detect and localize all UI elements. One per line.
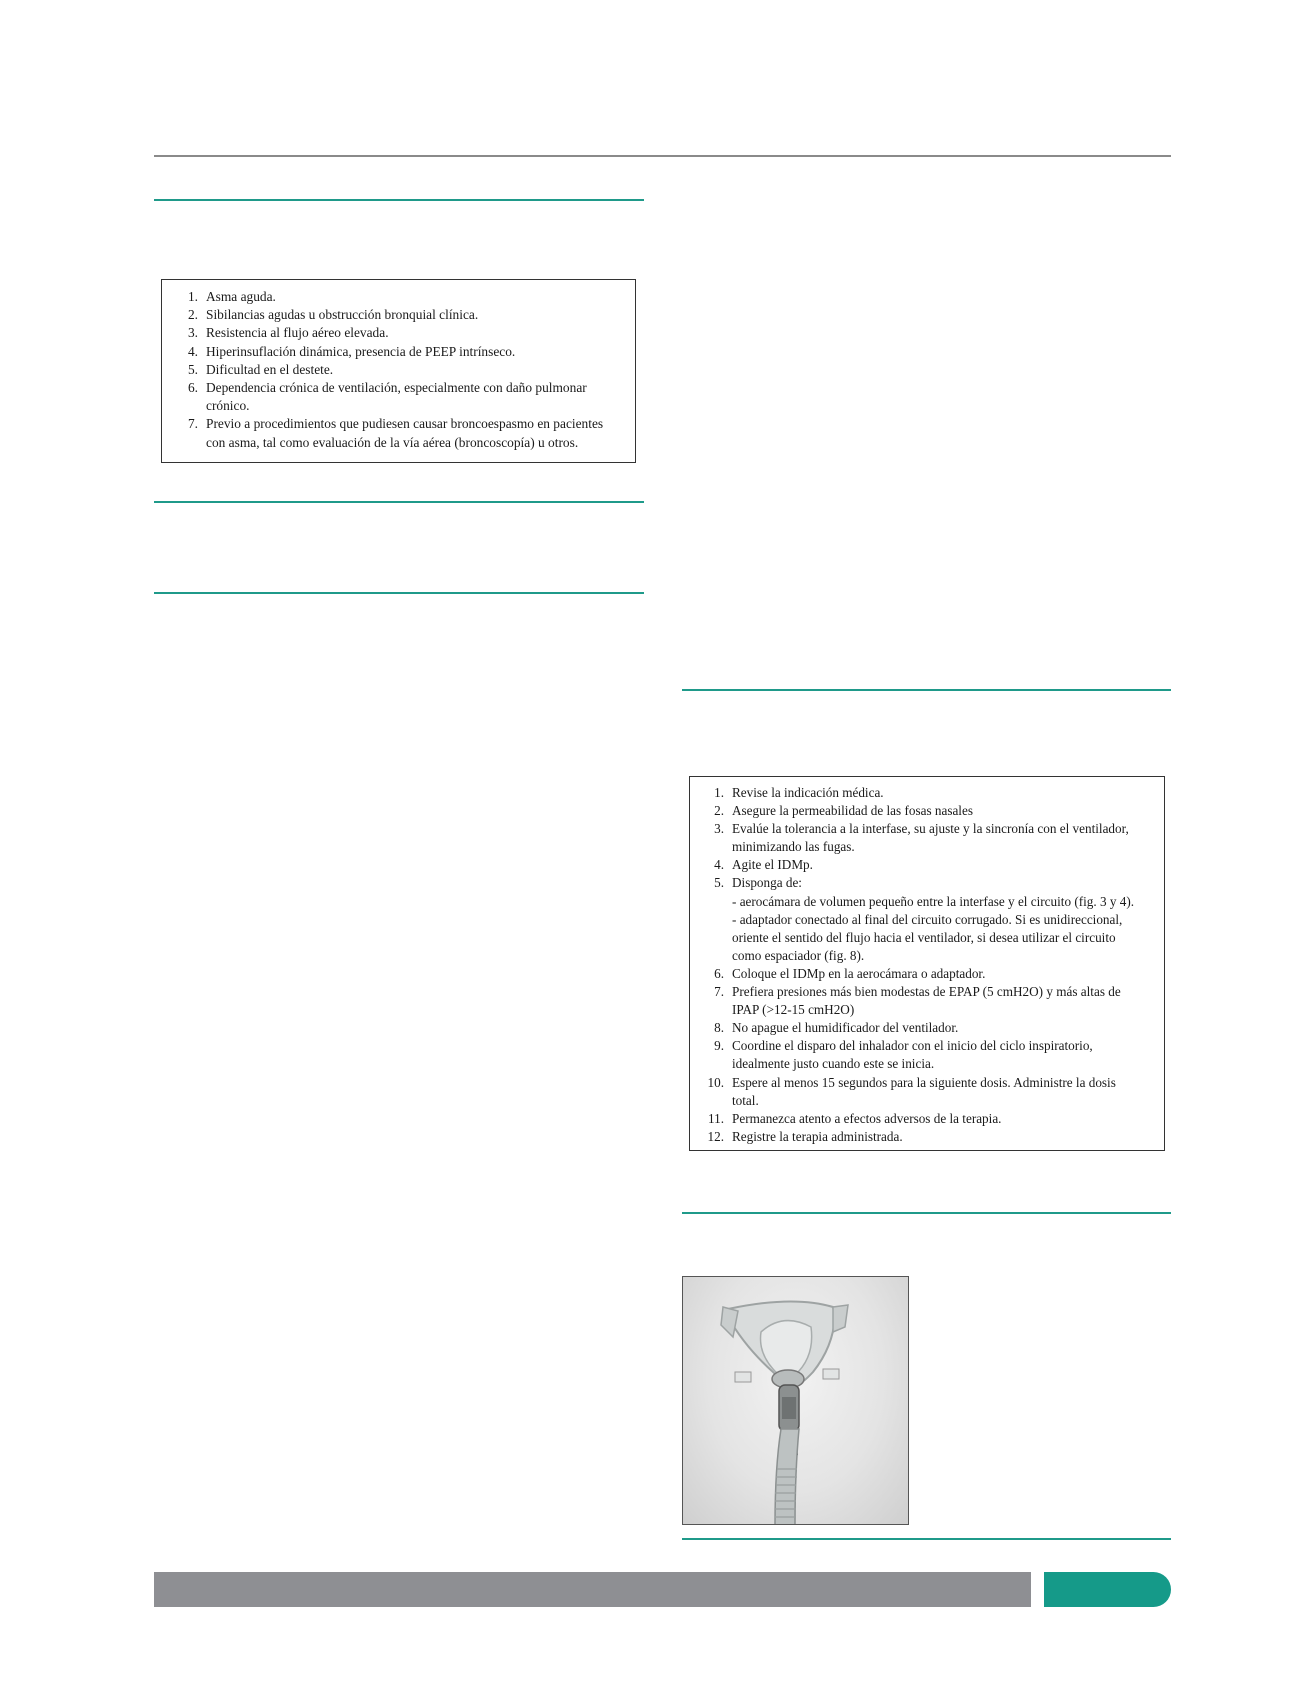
item-number: 12. [707, 1128, 724, 1144]
section-rule-right-2 [682, 1212, 1171, 1214]
item-text: Disponga de: [732, 875, 802, 891]
item-text: Permanezca atento a efectos adversos de la terapia. [732, 1110, 1002, 1126]
item-text: Hiperinsuflación dinámica, presencia de PEEP intrínseco. [206, 343, 516, 359]
list-item [694, 820, 1154, 856]
item-text-cont: total. [732, 1092, 759, 1108]
item-number: 5. [714, 875, 724, 891]
list-item [694, 1074, 1154, 1110]
item-text: Registre la terapia administrada. [732, 1128, 903, 1144]
header-rule [154, 155, 1171, 157]
list-item [694, 965, 1154, 983]
list-item [694, 1037, 1154, 1073]
list-item [694, 1019, 1154, 1037]
item-number: 7. [714, 984, 724, 1000]
list-item [694, 784, 1154, 802]
item-text-cont: crónico. [206, 398, 250, 414]
item-text: Revise la indicación médica. [732, 785, 884, 800]
list-item [694, 856, 1154, 874]
item-number: 2. [714, 803, 724, 819]
list-item [168, 306, 625, 324]
item-text: Dificultad en el destete. [206, 361, 334, 377]
ventilation-mask-photo [682, 1276, 909, 1525]
item-number: 1. [714, 785, 724, 800]
item-text-cont: oriente el sentido del flujo hacia el ventilador, si desea utilizar el circuito [732, 929, 1116, 945]
item-text: Evalúe la tolerancia a la interfase, su ajuste y la sincronía con el ventilador, [732, 821, 1129, 837]
item-number: 1. [187, 289, 198, 304]
item-text-cont: IPAP (>12-15 cmH2O) [732, 1002, 855, 1018]
item-number: 4. [187, 343, 198, 359]
indications-box [161, 279, 636, 463]
item-number: 6. [714, 965, 724, 981]
list-item [694, 1128, 1154, 1146]
item-text-cont: minimizando las fugas. [732, 839, 855, 855]
mask-strap-right [833, 1305, 848, 1332]
list-item [168, 324, 625, 342]
item-text-cont: - adaptador conectado al final del circuito corrugado. Si es unidireccional, [732, 911, 1123, 927]
item-text: Dependencia crónica de ventilación, especialmente con daño pulmonar [206, 380, 587, 396]
item-number: 3. [714, 821, 724, 837]
item-text: Espere al menos 15 segundos para la siguiente dosis. Administre la dosis [732, 1074, 1116, 1090]
item-text-cont: - aerocámara de volumen pequeño entre la interfase y el circuito (fig. 3 y 4). [732, 893, 1135, 909]
item-text: Resistencia al flujo aéreo elevada. [206, 325, 389, 341]
item-number: 9. [714, 1038, 724, 1054]
item-text: Previo a procedimientos que pudiesen causar broncoespasmo en pacientes [206, 416, 604, 432]
item-text: Asma aguda. [206, 289, 276, 304]
indications-list [168, 288, 625, 452]
section-rule-right-3 [682, 1538, 1171, 1540]
adapter-inner [782, 1397, 796, 1419]
list-item [168, 379, 625, 415]
item-text: Coordine el disparo del inhalador con el inicio del ciclo inspiratorio, [732, 1038, 1093, 1054]
section-rule-left-3 [154, 592, 644, 594]
item-text: Agite el IDMp. [732, 857, 813, 873]
item-number: 3. [187, 325, 198, 341]
item-number: 8. [714, 1020, 724, 1036]
item-text: Sibilancias agudas u obstrucción bronquial clínica. [206, 307, 479, 323]
list-item [694, 1110, 1154, 1128]
item-number: 4. [714, 857, 724, 873]
list-item [694, 802, 1154, 820]
footer-bar [154, 1572, 1031, 1607]
list-item [168, 288, 625, 306]
mask-clip-left [735, 1372, 751, 1382]
item-number: 5. [187, 361, 198, 377]
list-item [168, 361, 625, 379]
item-text: Prefiera presiones más bien modestas de EPAP (5 cmH2O) y más altas de [732, 984, 1121, 1000]
list-item [694, 874, 1154, 964]
item-number: 6. [187, 380, 198, 396]
item-number: 7. [187, 416, 198, 432]
item-text: No apague el humidificador del ventilador. [732, 1020, 959, 1036]
footer-page-tab [1044, 1572, 1171, 1607]
section-rule-left-2 [154, 501, 644, 503]
item-text: Coloque el IDMp en la aerocámara o adaptador. [732, 965, 986, 981]
list-item [168, 415, 625, 451]
mask-illustration [683, 1277, 909, 1525]
section-rule-right-1 [682, 689, 1171, 691]
item-number: 2. [187, 307, 198, 323]
procedure-list [694, 784, 1154, 1146]
item-number: 11. [708, 1110, 724, 1126]
procedure-box [689, 776, 1165, 1151]
item-number: 10. [707, 1074, 724, 1090]
list-item [694, 983, 1154, 1019]
item-text-cont: con asma, tal como evaluación de la vía aérea (broncoscopía) u otros. [206, 434, 579, 450]
list-item [168, 343, 625, 361]
item-text-cont: como espaciador (fig. 8). [732, 947, 865, 963]
section-rule-left-1 [154, 199, 644, 201]
item-text: Asegure la permeabilidad de las fosas nasales [732, 803, 973, 819]
mask-clip-right [823, 1369, 839, 1379]
item-text-cont: idealmente justo cuando este se inicia. [732, 1056, 935, 1072]
mask-strap-left [721, 1307, 738, 1337]
